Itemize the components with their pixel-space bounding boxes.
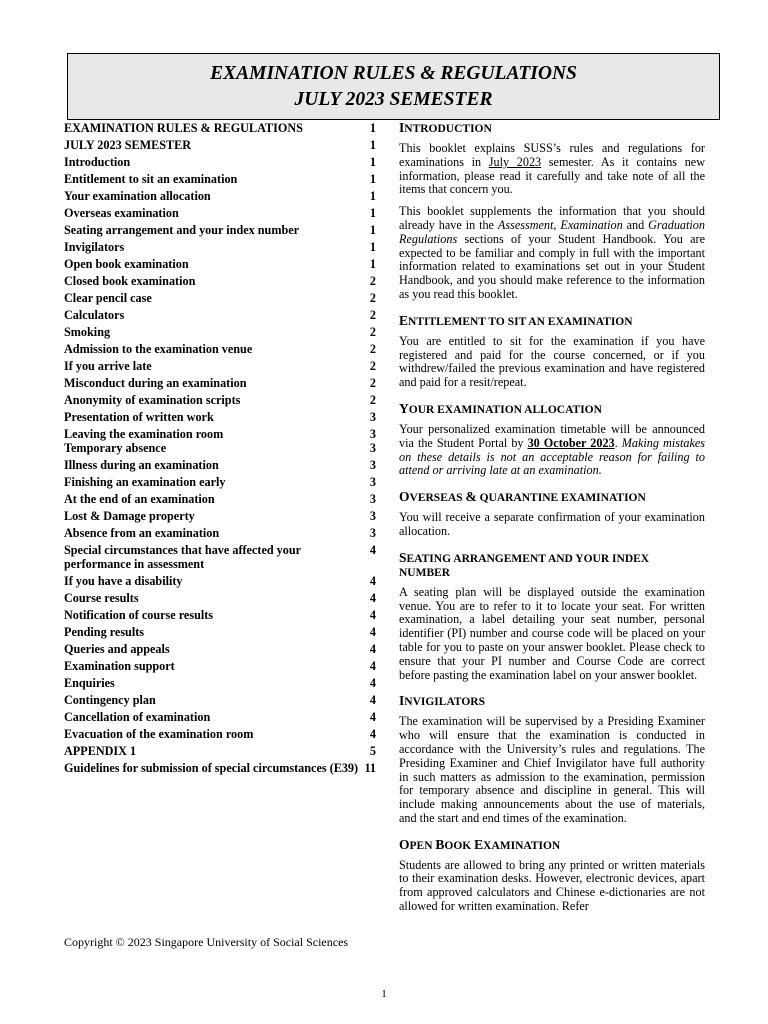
toc-entry-label: EXAMINATION RULES & REGULATIONS	[64, 121, 303, 135]
toc-entry-label: Queries and appeals	[64, 642, 170, 656]
heading-invigilators: INVIGILATORS	[399, 693, 486, 709]
heading-allocation: YOUR EXAMINATION ALLOCATION	[399, 400, 602, 416]
toc-entry-label: Anonymity of examination scripts	[64, 393, 241, 407]
document-title-box	[67, 53, 720, 120]
toc-entry-label: Closed book examination	[64, 274, 196, 288]
allocation-paragraph: Your personalized examination timetable will be announced via the Student Portal by 30 October 2023. Making mistakes on these details is not an acceptable reason for failing to attend or arriving late at an examination.	[399, 421, 705, 478]
toc-entry[interactable]	[64, 727, 376, 741]
toc-entry-label: Enquiries	[64, 676, 115, 690]
heading-seating: SEATING ARRANGEMENT AND YOUR INDEX NUMBER	[399, 549, 650, 579]
toc-entry-label: Invigilators	[64, 240, 125, 254]
toc-entry[interactable]	[64, 172, 376, 186]
intro-paragraph-2: This booklet supplements the information that you should already have in the Assessment, Examination and Graduation Regulations sections of your Student Handbook. You are expected to be familiar and comply in full with the important information related to examinations set out in your Student Handbook, and you should make reference to the information as you read this booklet.	[399, 204, 705, 301]
toc-entry-page: 1	[369, 189, 376, 203]
toc-entry-page: 2	[369, 376, 376, 390]
toc-entry-label: Cancellation of examination	[64, 710, 211, 724]
toc-entry-page: 4	[369, 625, 376, 639]
toc-entry-label: Notification of course results	[64, 608, 214, 622]
toc-entry-page: 3	[369, 526, 376, 540]
toc-entry[interactable]	[64, 693, 376, 707]
toc-entry[interactable]	[64, 257, 376, 271]
toc-entry-label: Clear pencil case	[64, 291, 152, 305]
toc-entry-label: Introduction	[64, 155, 131, 169]
toc-entry-page: 3	[369, 458, 376, 472]
toc-entry-label: Presentation of written work	[64, 410, 214, 424]
toc-entry-label: Entitlement to sit an examination	[64, 172, 238, 186]
toc-entry-page: 1	[369, 155, 376, 169]
toc-entry-page: 3	[369, 492, 376, 506]
toc-entry-label: Pending results	[64, 625, 145, 639]
document-title: EXAMINATION RULES & REGULATIONS	[210, 63, 577, 84]
toc-entry-page: 2	[369, 359, 376, 373]
toc-entry-label: Admission to the examination venue	[64, 342, 253, 356]
toc-entry-label: Special circumstances that have affected your performance in assessment	[64, 543, 301, 571]
toc-entry[interactable]	[64, 291, 376, 305]
toc-entry-page: 2	[369, 342, 376, 356]
toc-entry[interactable]	[64, 155, 376, 169]
body-column	[399, 121, 705, 914]
toc-entry-page: 1	[369, 223, 376, 237]
toc-entry[interactable]	[64, 574, 376, 588]
heading-entitlement: ENTITLEMENT TO SIT AN EXAMINATION	[399, 312, 633, 328]
toc-entry-label: Calculators	[64, 308, 125, 322]
toc-entry-page: 4	[369, 727, 376, 741]
toc-entry[interactable]	[64, 274, 376, 288]
page-number: 1	[381, 988, 387, 1000]
toc-entry-page: 3	[369, 441, 376, 455]
document-subtitle: JULY 2023 SEMESTER	[294, 89, 493, 110]
toc-entry-label: Leaving the examination room	[64, 427, 224, 441]
toc-entry-label: Examination support	[64, 659, 175, 673]
toc-entry-label: Contingency plan	[64, 693, 156, 707]
toc-entry-page: 1	[369, 138, 376, 152]
toc-entry[interactable]	[64, 223, 376, 237]
toc-entry[interactable]	[64, 240, 376, 254]
toc-entry-label: APPENDIX 1	[64, 744, 137, 758]
toc-entry[interactable]	[64, 642, 376, 656]
toc-entry[interactable]	[64, 393, 376, 407]
toc-entry[interactable]	[64, 543, 376, 571]
toc-entry[interactable]	[64, 376, 376, 390]
heading-open-book: OPEN BOOK EXAMINATION	[399, 836, 561, 852]
toc-entry-label: Course results	[64, 591, 139, 605]
timetable-date: 30 October 2023	[527, 435, 615, 450]
toc-entry-page: 4	[369, 710, 376, 724]
toc-entry-label: Misconduct during an examination	[64, 376, 247, 390]
toc-entry-page: 4	[369, 642, 376, 656]
toc-entry[interactable]	[64, 509, 376, 523]
toc-entry-page: 1	[369, 257, 376, 271]
toc-entry[interactable]	[64, 138, 376, 152]
toc-entry-page: 1	[369, 172, 376, 186]
toc-entry[interactable]	[64, 625, 376, 639]
toc-entry-label: At the end of an examination	[64, 492, 215, 506]
toc-entry[interactable]	[64, 492, 376, 506]
toc-entry-page: 1	[369, 121, 376, 135]
toc-entry-page: 4	[369, 543, 376, 557]
semester-link: July 2023	[488, 154, 542, 169]
overseas-paragraph: You will receive a separate confirmation of your examination allocation.	[399, 510, 705, 538]
toc-entry[interactable]	[64, 189, 376, 203]
open-book-paragraph: Students are allowed to bring any printed or written materials to their examination desks. However, electronic devices, apart from approved calculators and Chinese e-dictionaries are not allowed for written examination. Refer	[399, 857, 705, 914]
toc-entry-page: 11	[364, 761, 376, 775]
toc-entry-page: 4	[369, 591, 376, 605]
toc-entry-label: If you arrive late	[64, 359, 152, 373]
toc-entry-label: Guidelines for submission of special circumstances (E39)	[64, 761, 359, 775]
toc-entry-label: Lost & Damage property	[64, 509, 195, 523]
toc-entry-page: 3	[369, 475, 376, 489]
toc-entry[interactable]	[64, 206, 376, 220]
toc-entry-label: Temporary absence	[64, 441, 167, 455]
toc-entry[interactable]	[64, 761, 376, 775]
toc-entry-label: Absence from an examination	[64, 526, 220, 540]
toc-entry-page: 5	[369, 744, 376, 758]
toc-entry[interactable]	[64, 676, 376, 690]
toc-entry-page: 2	[369, 325, 376, 339]
toc-entry-label: Evacuation of the examination room	[64, 727, 254, 741]
toc-entry-page: 2	[369, 308, 376, 322]
intro-paragraph-1: This booklet explains SUSS’s rules and regulations for examinations in July 2023 semester. As it contains new information, please read it carefully and take note of all the items that concern you.	[399, 141, 705, 197]
toc-entry[interactable]	[64, 308, 376, 322]
entitlement-paragraph: You are entitled to sit for the examination if you have registered and paid for the course concerned, or if you withdrew/failed the previous examination and have registered and paid for a resit/repeat.	[399, 333, 705, 390]
toc-entry-page: 1	[369, 240, 376, 254]
seating-paragraph: A seating plan will be displayed outside the examination venue. You are to refer to it to locate your seat. For written examination, a label detailing your seat number, personal identifier (PI) number and course code will be placed on your table for you to paste on your answer booklet. Please check to ensure that your PI number and Course Code are correct before pasting the examination label on your answer booklet.	[399, 584, 705, 682]
toc-entry-page: 2	[369, 393, 376, 407]
toc-entry[interactable]	[64, 526, 376, 540]
toc-entry[interactable]	[64, 441, 376, 455]
toc-entry[interactable]	[64, 359, 376, 373]
toc-entry[interactable]	[64, 121, 376, 135]
toc-entry-label: Seating arrangement and your index number	[64, 223, 300, 237]
toc-entry-label: Finishing an examination early	[64, 475, 226, 489]
toc-entry[interactable]	[64, 427, 376, 441]
toc-entry[interactable]	[64, 591, 376, 605]
toc-entry-label: If you have a disability	[64, 574, 183, 588]
toc-entry-label: Open book examination	[64, 257, 189, 271]
toc-entry-label: Your examination allocation	[64, 189, 211, 203]
toc-entry-page: 3	[369, 410, 376, 424]
toc-entry-label: JULY 2023 SEMESTER	[64, 138, 192, 152]
toc-entry-page: 4	[369, 676, 376, 690]
toc-entry[interactable]	[64, 710, 376, 724]
invigilators-paragraph: The examination will be supervised by a Presiding Examiner who will ensure that the examination is conducted in accordance with the University’s rules and regulations. The Presiding Examiner and Chief Invigilator have full authority in such matters as admission to the examination, permission for temporary absence and discipline in general. This will include making announcements about the use of materials, and the start and end times of the examination.	[399, 714, 705, 825]
toc-entry-label: Overseas examination	[64, 206, 179, 220]
toc-entry-page: 1	[369, 206, 376, 220]
toc-entry[interactable]	[64, 325, 376, 339]
table-of-contents	[64, 121, 376, 775]
toc-entry[interactable]	[64, 659, 376, 673]
toc-entry-page: 4	[369, 693, 376, 707]
toc-entry-page: 2	[369, 274, 376, 288]
toc-entry-page: 4	[369, 574, 376, 588]
toc-entry[interactable]	[64, 458, 376, 472]
toc-entry-page: 3	[369, 427, 376, 441]
heading-overseas: OVERSEAS & QUARANTINE EXAMINATION	[399, 489, 646, 505]
copyright-notice: Copyright © 2023 Singapore University of Social Sciences	[64, 935, 349, 949]
toc-entry-label: Illness during an examination	[64, 458, 219, 472]
heading-introduction: INTRODUCTION	[399, 120, 492, 135]
toc-entry-label: Smoking	[64, 325, 111, 339]
toc-entry-page: 2	[369, 291, 376, 305]
toc-entry[interactable]	[64, 475, 376, 489]
toc-entry-page: 4	[369, 659, 376, 673]
toc-entry-page: 4	[369, 608, 376, 622]
toc-entry[interactable]	[64, 410, 376, 424]
toc-entry-page: 3	[369, 509, 376, 523]
toc-entry[interactable]	[64, 342, 376, 356]
toc-entry[interactable]	[64, 608, 376, 622]
toc-entry[interactable]	[64, 744, 376, 758]
